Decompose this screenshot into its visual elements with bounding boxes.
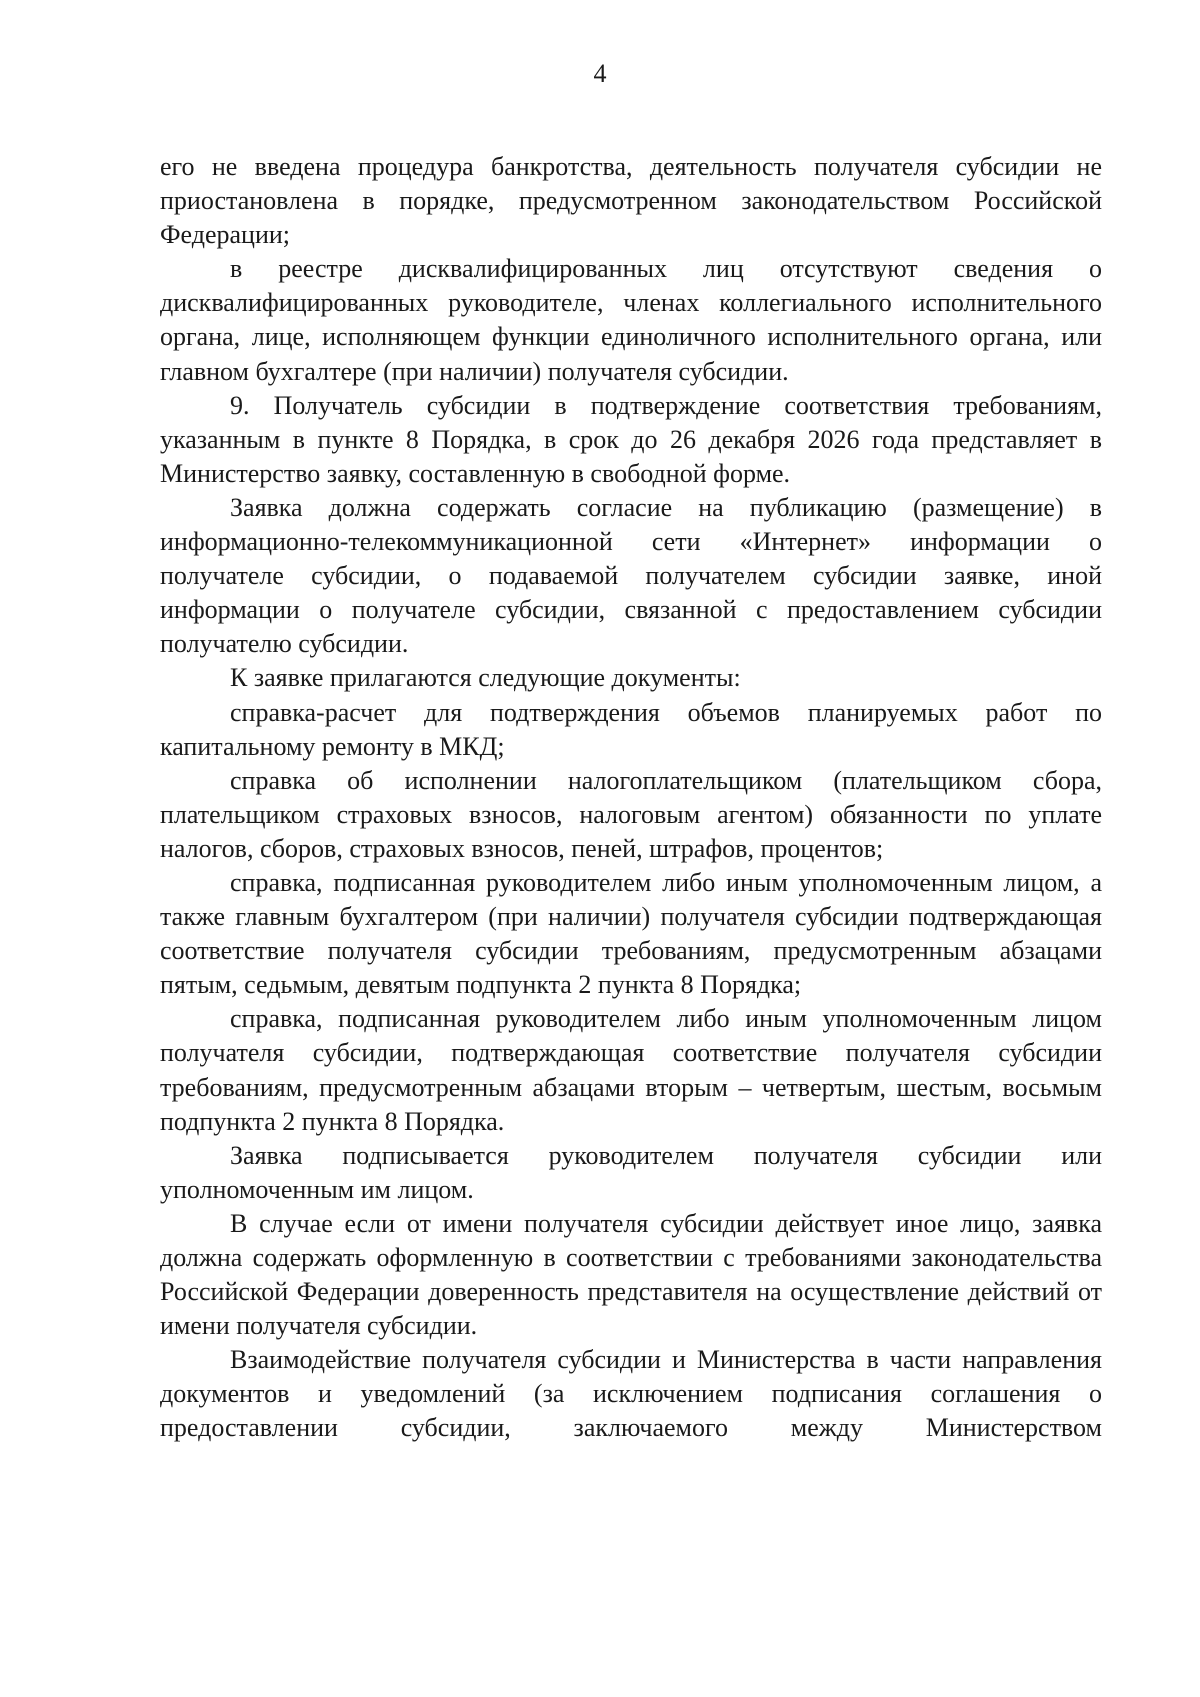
paragraph-power-of-attorney: В случае если от имени получателя субсидии действует иное лицо, заявка должна содержать оформленную в соответствии с требованиями законодательства Российской Федерации доверенность представителя на осуществление действий от имени получателя субсидии.	[160, 1208, 1102, 1341]
paragraph-interaction: Взаимодействие получателя субсидии и Министерства в части направления документов и уведомлений (за исключением подписания соглашения о предоставлении субсидии, заключаемого между Министерством	[160, 1345, 1102, 1443]
document-body	[160, 150, 1102, 1446]
paragraph-disqualified-registry: в реестре дисквалифицированных лиц отсутствуют сведения о дисквалифицированных руководителе, членах коллегиального исполнительного органа, лице, исполняющем функции единоличного исполнительного органа, или главном бухгалтере (при наличии) получателя субсидии.	[160, 254, 1102, 386]
paragraph-application-signing: Заявка подписывается руководителем получателя субсидии или уполномоченным им лицом.	[160, 1140, 1102, 1204]
paragraph-tax-certificate: справка об исполнении налогоплательщиком (плательщиком сбора, плательщиком страховых взносов, налоговым агентом) обязанности по уплате налогов, сборов, страховых взносов, пеней, штрафов, процентов;	[160, 765, 1102, 863]
paragraph-bankruptcy-continuation: его не введена процедура банкротства, деятельность получателя субсидии не приостановлена в порядке, предусмотренном законодательством Российской Федерации;	[160, 152, 1102, 250]
paragraph-compliance-certificate-1: справка, подписанная руководителем либо иным уполномоченным лицом, а также главным бухгалтером (при наличии) получателя субсидии подтверждающая соответствие получателя субсидии требованиям, предусмотренным абзацами пятым, седьмым, девятым подпункта 2 пункта 8 Порядка;	[160, 867, 1102, 1000]
page-number: 4	[593, 59, 607, 88]
paragraph-compliance-certificate-2: справка, подписанная руководителем либо иным уполномоченным лицом получателя субсидии, подтверждающая соответствие получателя субсидии требованиям, предусмотренным абзацами вторым – четвертым, шестым, восьмым подпункта 2 пункта 8 Порядка.	[160, 1004, 1102, 1136]
paragraph-calculation-certificate: справка-расчет для подтверждения объемов планируемых работ по капитальному ремонту в МКД;	[160, 697, 1102, 761]
paragraph-documents-intro: К заявке прилагаются следующие документы:	[230, 663, 741, 693]
paragraph-clause-9: 9. Получатель субсидии в подтверждение соответствия требованиям, указанным в пункте 8 Порядка, в срок до 26 декабря 2026 года представляет в Министерство заявку, составленную в свободной форме.	[160, 390, 1102, 488]
paragraph-consent-publication: Заявка должна содержать согласие на публикацию (размещение) в информационно-телекоммуникационной сети «Интернет» информации о получателе субсидии, о подаваемой получателем субсидии заявке, иной информации о получателе субсидии, связанной с предоставлением субсидии получателю субсидии.	[160, 492, 1102, 659]
